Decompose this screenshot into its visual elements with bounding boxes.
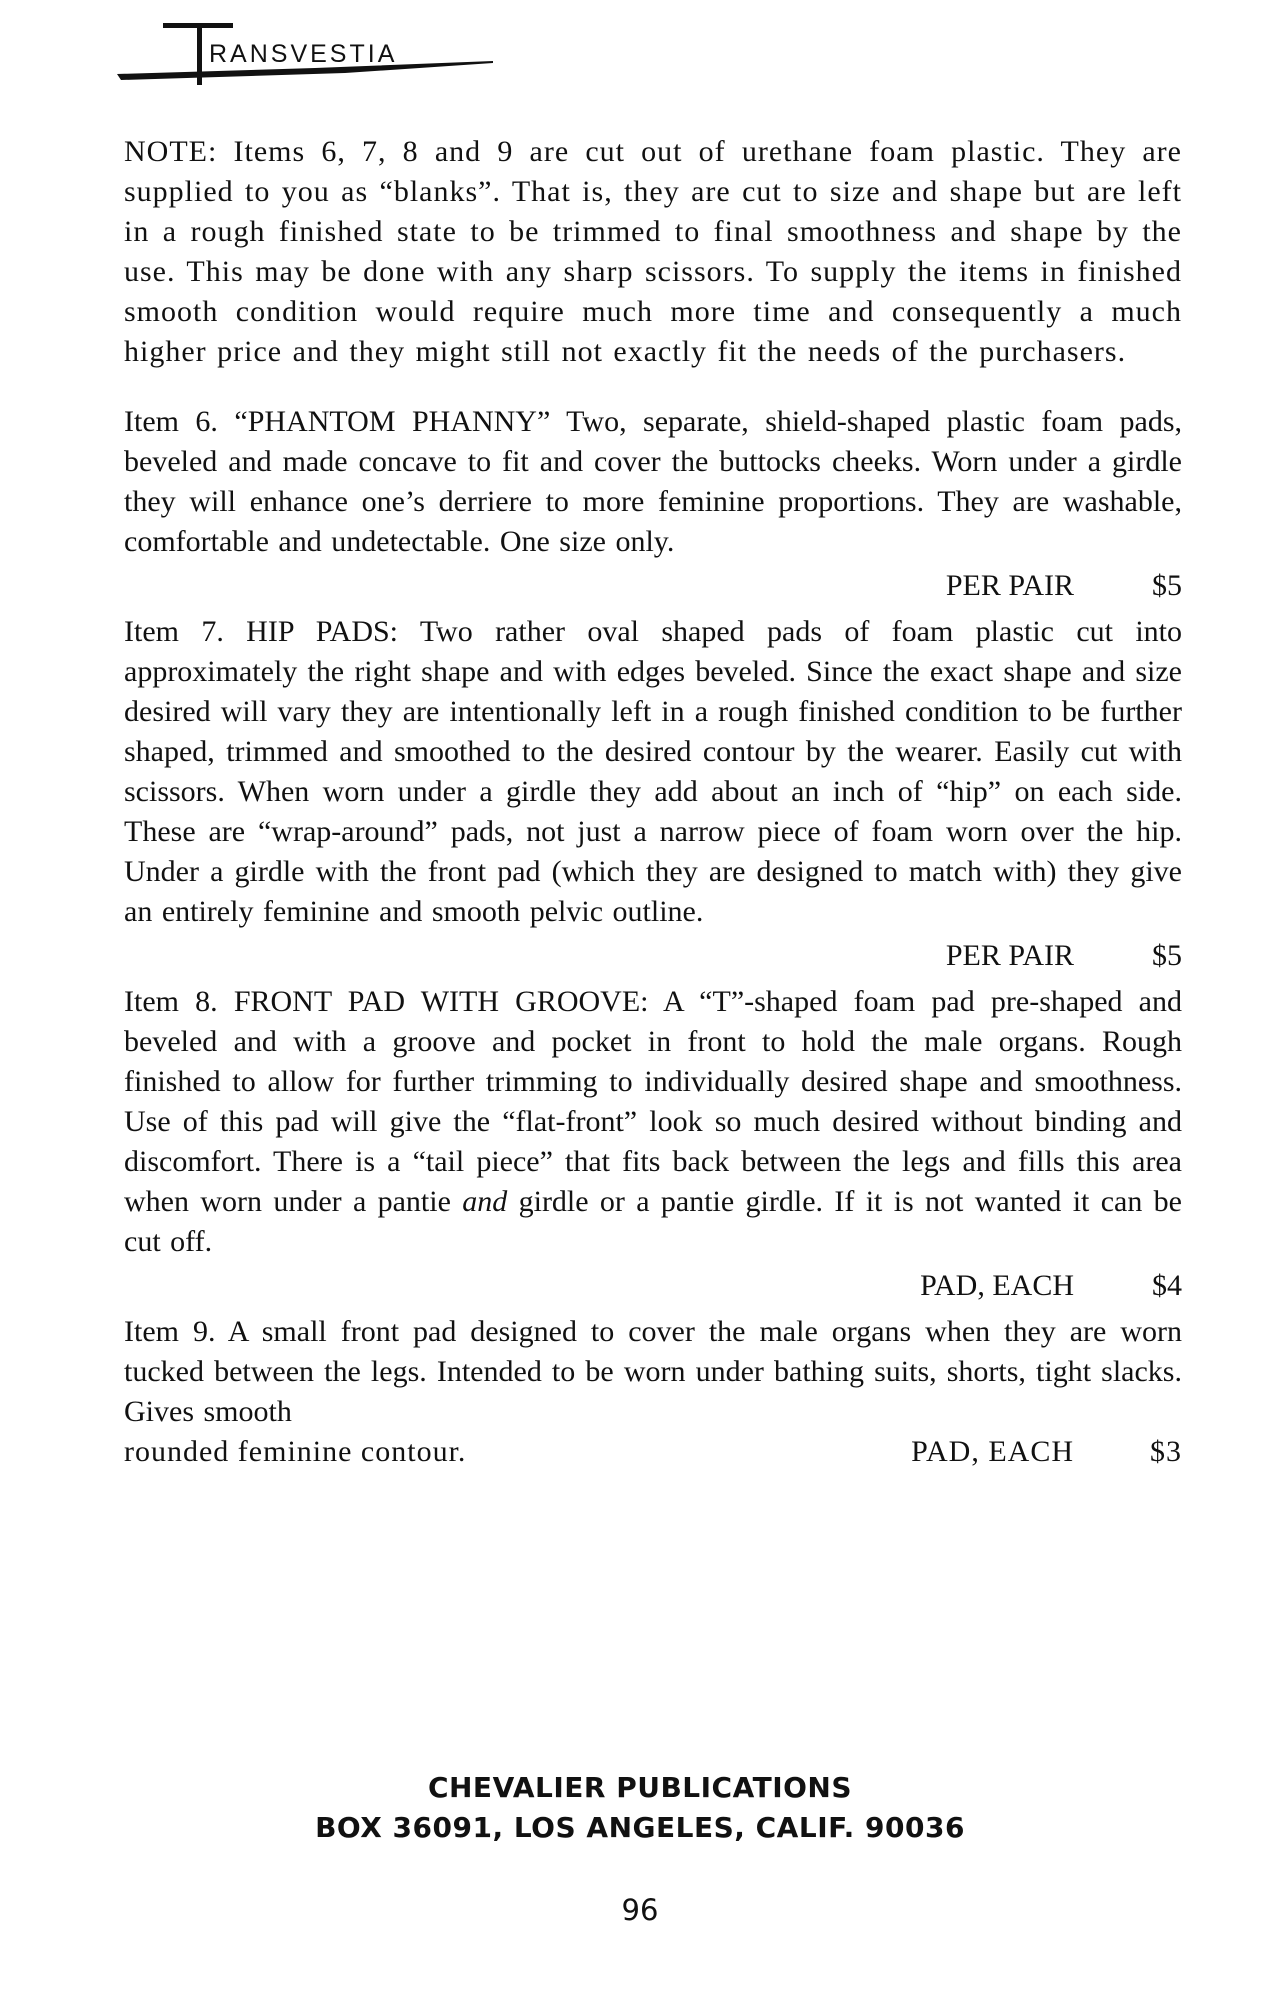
item-8-italic-word: and xyxy=(462,1185,508,1218)
item-9-last-line xyxy=(124,1432,1182,1472)
price-unit-label: PER PAIR xyxy=(945,569,1074,602)
price-amount: $5 xyxy=(1152,939,1182,972)
price-amount: $3 xyxy=(1150,1435,1182,1468)
price-unit-label: PAD, EACH xyxy=(920,1269,1074,1302)
item-8-text-main: Item 8. FRONT PAD WITH GROOVE: A “T”-shaped foam pad pre-shaped and beveled and with a groove and pocket in front to hold the male organs. Rough finished to allow for further trimming to individually desired shape and smoothness. Use of this pad will give the “flat-front” look so much desired without binding and discomfort. There is a “tail piece” that fits back between the legs and fills this area when worn under a pantie xyxy=(124,985,1182,1218)
price-amount: $5 xyxy=(1152,569,1182,602)
publisher-block xyxy=(0,1768,1280,1848)
price-unit-label: PAD, EACH xyxy=(911,1435,1074,1468)
item-7-description: Item 7. HIP PADS: Two rather oval shaped pads of foam plastic cut into approximately the right shape and with edges beveled. Since the exact shape and size desired will vary they are intentionally left in a rough finished condition to be further shaped, trimmed and smoothed to the desired contour by the wearer. Easily cut with scissors. When worn under a girdle they add about an inch of “hip” on each side. These are “wrap-around” pads, not just a narrow piece of foam worn over the hip. Under a girdle with the front pad (which they are designed to match with) they give an entirely feminine and smooth pelvic outline. xyxy=(124,615,1182,928)
note-paragraph: NOTE: Items 6, 7, 8 and 9 are cut out of urethane foam plastic. They are supplied to you as “blanks”. That is, they are cut to size and shape but are left in a rough finished state to be trimmed to final smoothness and shape by the use. This may be done with any sharp scissors. To supply the items in finished smooth condition would require much more time and consequently a much higher price and they might still not exactly fit the needs of the purchasers. xyxy=(124,135,1182,368)
item-8-price xyxy=(124,1266,1182,1306)
masthead-logo xyxy=(115,18,495,88)
item-8-description xyxy=(124,982,1182,1262)
item-8-text-end: girdle or a pantie girdle. If it is not wanted it can be cut off. xyxy=(124,1185,1182,1258)
masthead-title: RANSVESTIA xyxy=(209,40,398,68)
item-7-price xyxy=(124,936,1182,976)
item-9-block xyxy=(124,1312,1182,1472)
page-content xyxy=(124,132,1182,1472)
item-9-price xyxy=(911,1432,1182,1472)
item-6-price xyxy=(124,566,1182,606)
item-9-description: Item 9. A small front pad designed to cover the male organs when they are worn tucked between the legs. Intended to be worn under bathing suits, shorts, tight slacks. Gives smooth xyxy=(124,1315,1182,1428)
page-number: 96 xyxy=(621,1893,659,1927)
price-amount: $4 xyxy=(1152,1269,1182,1302)
publisher-address: BOX 36091, LOS ANGELES, CALIF. 90036 xyxy=(315,1811,965,1844)
publisher-name: CHEVALIER PUBLICATIONS xyxy=(427,1771,853,1804)
price-unit-label: PER PAIR xyxy=(945,939,1074,972)
item-6-description: Item 6. “PHANTOM PHANNY” Two, separate, shield-shaped plastic foam pads, beveled and made concave to fit and cover the buttocks cheeks. Worn under a girdle they will enhance one’s derriere to more feminine proportions. They are washable, comfortable and undetectable. One size only. xyxy=(124,405,1182,558)
item-9-text-end: rounded feminine contour. xyxy=(124,1435,467,1468)
